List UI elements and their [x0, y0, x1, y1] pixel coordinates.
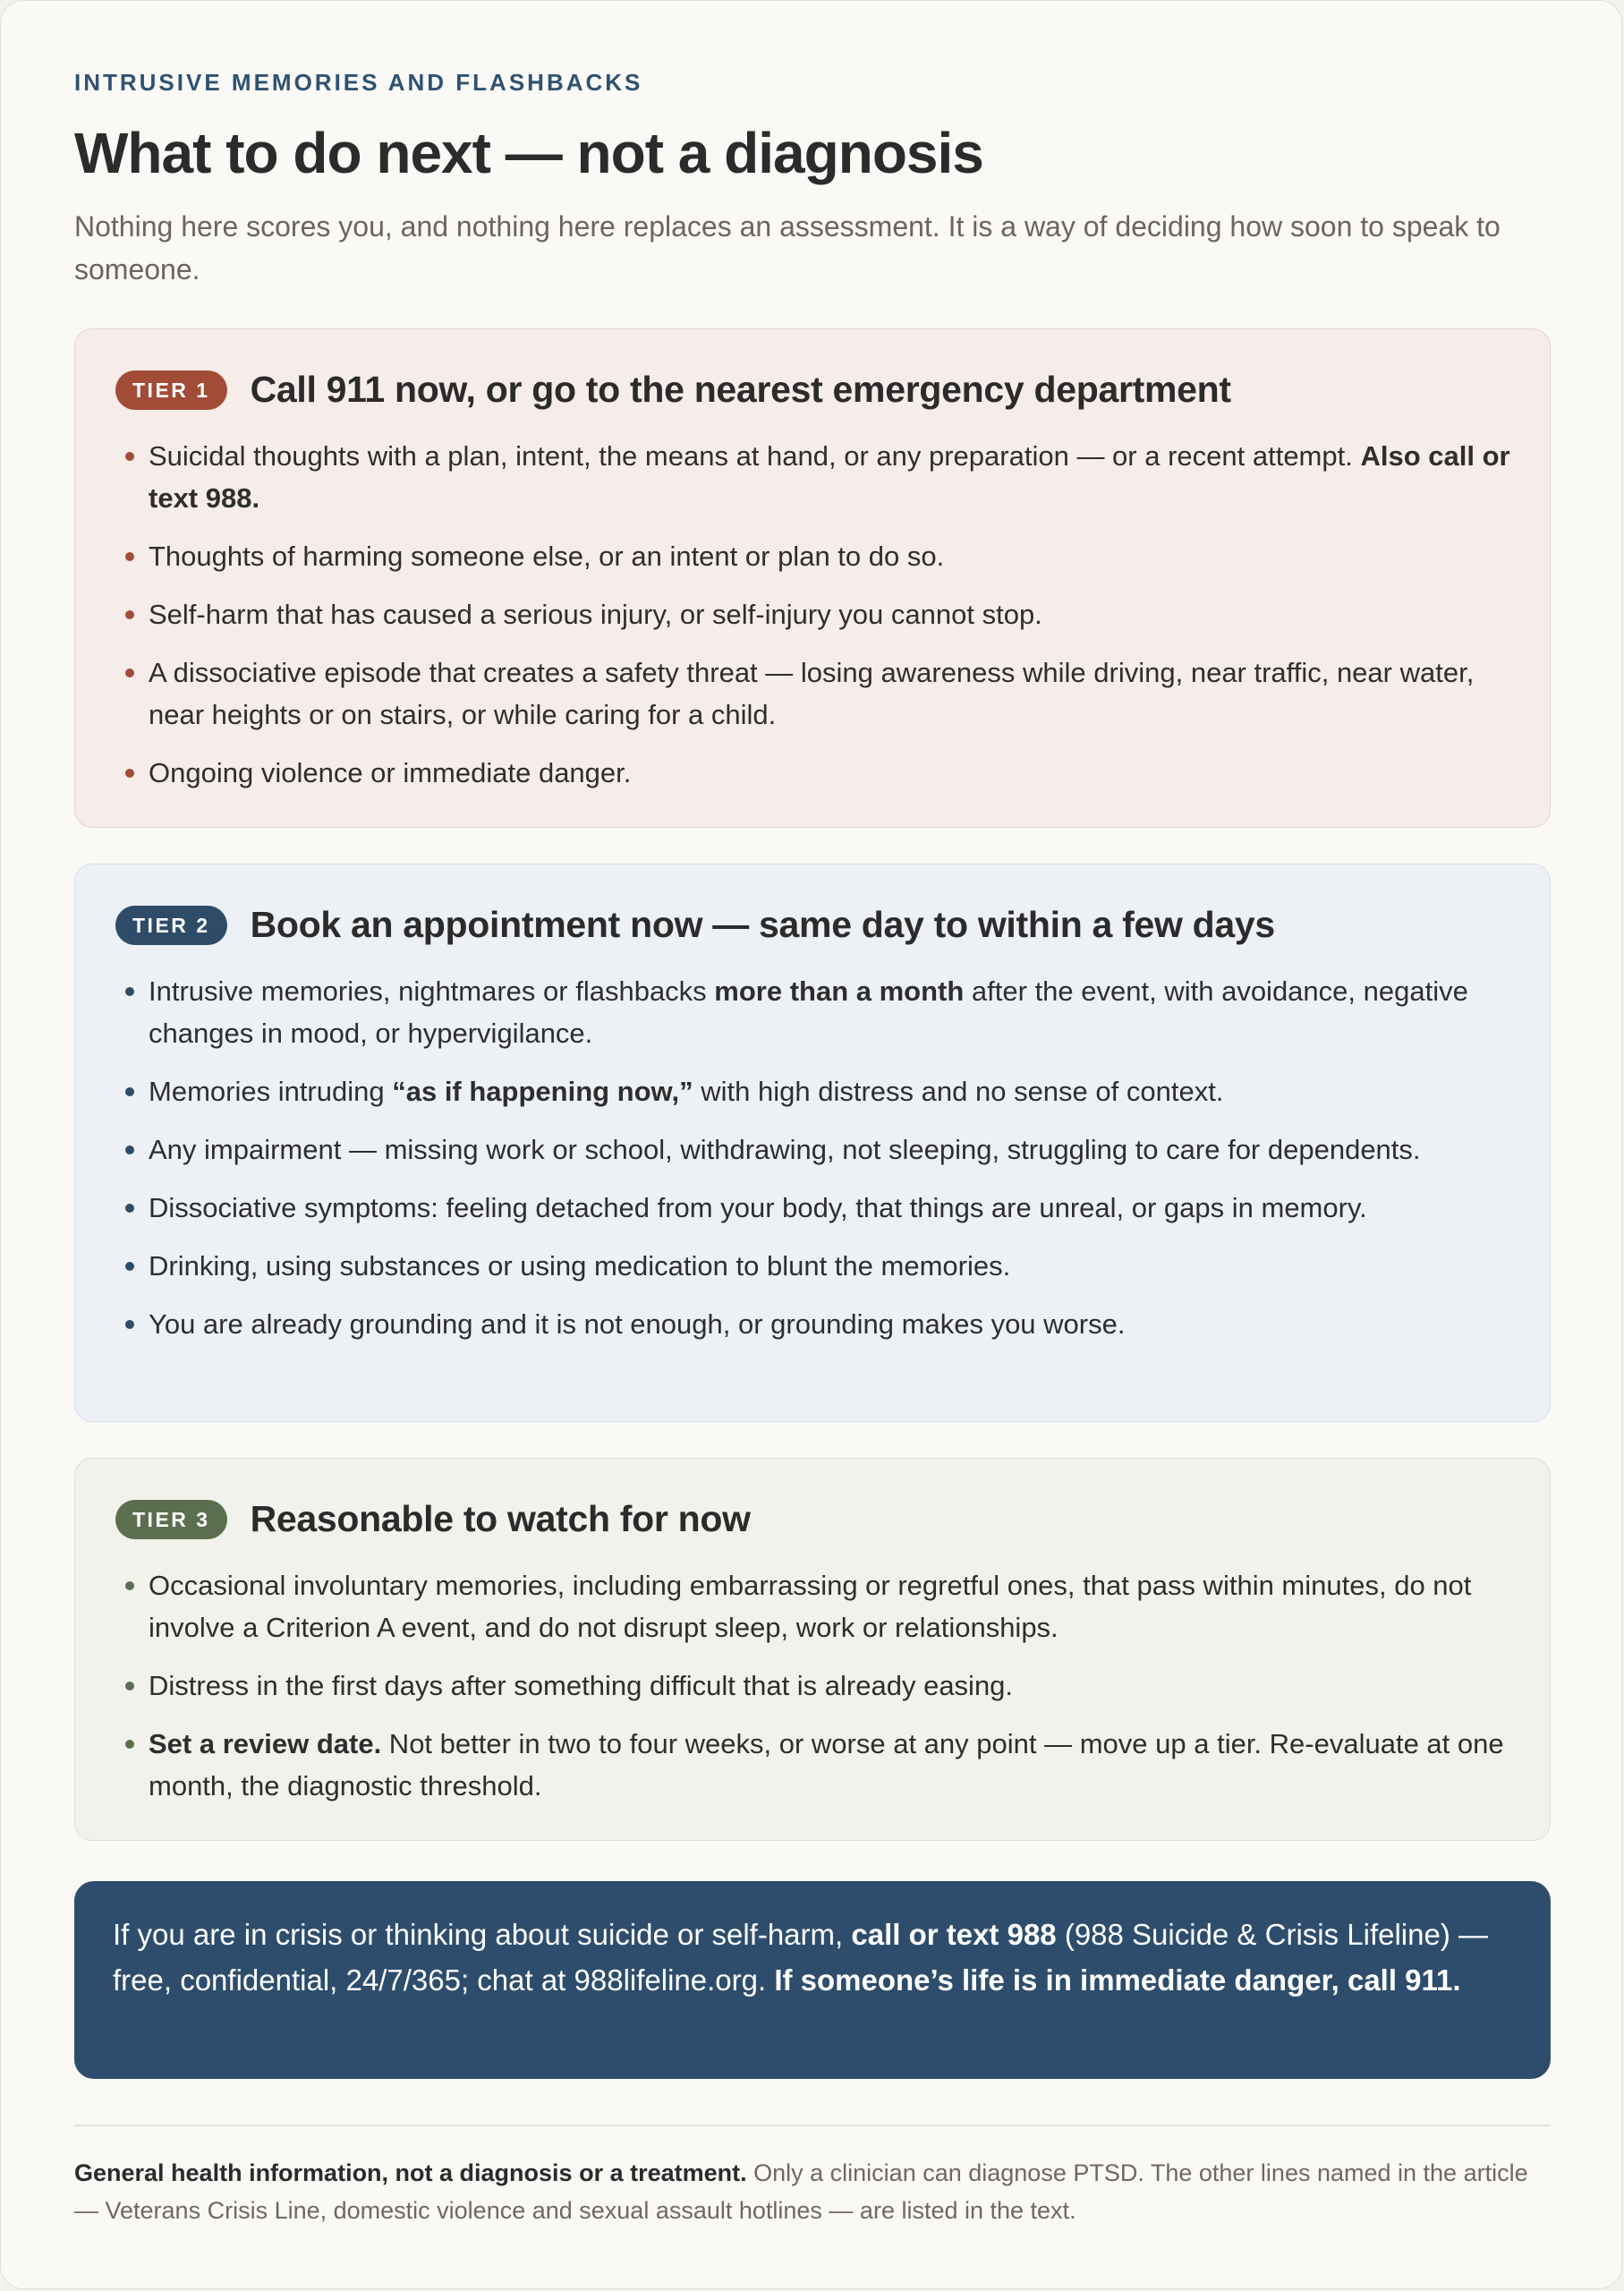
- list-item: [149, 652, 1518, 736]
- tier-3-header: [115, 1498, 751, 1540]
- tier-2-card: [74, 864, 1551, 1422]
- tier-2-list: [149, 970, 1518, 1361]
- item-text: after the event, with avoidance, negative changes in mood, or hypervigilance.: [149, 975, 1468, 1049]
- item-text: with high distress and no sense of context.: [693, 1076, 1224, 1107]
- list-item: [149, 1187, 1518, 1229]
- tier-3-list: [149, 1564, 1518, 1823]
- bullet-dot: [125, 610, 134, 619]
- page-title: What to do next — not a diagnosis: [74, 121, 983, 185]
- list-item: [149, 1245, 1518, 1287]
- tier-3-badge: TIER 3: [115, 1500, 227, 1539]
- item-text: Drinking, using substances or using medication to blunt the memories.: [149, 1250, 1011, 1282]
- item-text: Self-harm that has caused a serious injury, or self-injury you cannot stop.: [149, 599, 1042, 630]
- item-text: Occasional involuntary memories, including embarrassing or regretful ones, that pass within minutes, do not involve a Criterion A event, and do not disrupt sleep, work or relationships.: [149, 1570, 1472, 1643]
- list-item: [149, 970, 1518, 1054]
- bullet-dot: [125, 452, 134, 461]
- footer-emphasis: General health information, not a diagnosis or a treatment.: [74, 2159, 747, 2186]
- bullet-dot: [125, 1146, 134, 1154]
- bullet-dot: [125, 1204, 134, 1213]
- item-text: Memories intruding: [149, 1076, 393, 1107]
- crisis-text: (988 Suicide & Crisis Lifeline) — free, confidential, 24/7/365; chat at 988lifeline.org.: [113, 1918, 1489, 1997]
- bullet-dot: [125, 987, 134, 996]
- tier-2-badge: TIER 2: [115, 906, 227, 945]
- item-text: Thoughts of harming someone else, or an intent or plan to do so.: [149, 541, 945, 572]
- bullet-dot: [125, 1740, 134, 1749]
- list-item: [149, 535, 1518, 577]
- crisis-988-emphasis: call or text 988: [851, 1918, 1057, 1951]
- item-emphasis: “as if happening now,”: [392, 1076, 693, 1107]
- list-item: [149, 1303, 1518, 1345]
- footer-disclaimer: [74, 2154, 1551, 2229]
- list-item: [149, 1128, 1518, 1171]
- item-text: Any impairment — missing work or school, withdrawing, not sleeping, struggling to care for dependents.: [149, 1134, 1421, 1165]
- bullet-dot: [125, 769, 134, 778]
- crisis-text: If you are in crisis or thinking about suicide or self-harm,: [113, 1918, 852, 1951]
- list-item: [149, 1070, 1518, 1112]
- tier-1-card: [74, 328, 1551, 828]
- list-item: [149, 752, 1518, 794]
- list-item: [149, 593, 1518, 635]
- bullet-dot: [125, 1087, 134, 1096]
- tier-2-title: Book an appointment now — same day to within a few days: [250, 904, 1275, 945]
- crisis-911-emphasis: If someone’s life is in immediate danger, call 911.: [774, 1963, 1461, 1997]
- tier-2-header: [115, 904, 1275, 946]
- item-text: A dissociative episode that creates a safety threat — losing awareness while driving, near traffic, near water, near heights or on stairs, or while caring for a child.: [149, 657, 1475, 730]
- item-text: Dissociative symptoms: feeling detached from your body, that things are unreal, or gaps in memory.: [149, 1192, 1367, 1223]
- tier-1-badge: TIER 1: [115, 370, 227, 410]
- bullet-dot: [125, 552, 134, 561]
- bullet-dot: [125, 1262, 134, 1271]
- footer-text: Only a clinician can diagnose PTSD. The other lines named in the article — Veterans Crisis Line, domestic violence and sexual assault hotlines — are listed in the text.: [74, 2159, 1528, 2224]
- list-item: [149, 1564, 1518, 1648]
- tier-3-title: Reasonable to watch for now: [250, 1498, 751, 1539]
- tier-1-header: [115, 369, 1231, 411]
- item-text: Intrusive memories, nightmares or flashbacks: [149, 975, 715, 1007]
- tier-1-list: [149, 435, 1518, 810]
- bullet-dot: [125, 1581, 134, 1590]
- item-text: Distress in the first days after something difficult that is already easing.: [149, 1670, 1014, 1701]
- divider: [74, 2125, 1551, 2126]
- bullet-dot: [125, 669, 134, 677]
- list-item: [149, 1723, 1518, 1807]
- crisis-banner: [74, 1881, 1551, 2079]
- item-emphasis: Also call or text 988.: [149, 440, 1510, 514]
- section-eyebrow: INTRUSIVE MEMORIES AND FLASHBACKS: [74, 69, 643, 96]
- intro-text: Nothing here scores you, and nothing here replaces an assessment. It is a way of deciding how soon to speak to someone.: [74, 210, 1501, 285]
- tier-3-card: [74, 1458, 1551, 1841]
- tier-1-title: Call 911 now, or go to the nearest emergency department: [250, 369, 1231, 410]
- item-emphasis: more than a month: [714, 975, 965, 1007]
- list-item: [149, 435, 1518, 519]
- item-text: Suicidal thoughts with a plan, intent, the means at hand, or any preparation — or a recent attempt.: [149, 440, 1361, 472]
- item-text: Not better in two to four weeks, or worse at any point — move up a tier. Re-evaluate at one month, the diagnostic threshold.: [149, 1728, 1504, 1801]
- item-text: You are already grounding and it is not enough, or grounding makes you worse.: [149, 1308, 1126, 1340]
- list-item: [149, 1665, 1518, 1707]
- bullet-dot: [125, 1320, 134, 1329]
- item-emphasis: Set a review date.: [149, 1728, 382, 1759]
- item-text: Ongoing violence or immediate danger.: [149, 757, 632, 788]
- bullet-dot: [125, 1682, 134, 1691]
